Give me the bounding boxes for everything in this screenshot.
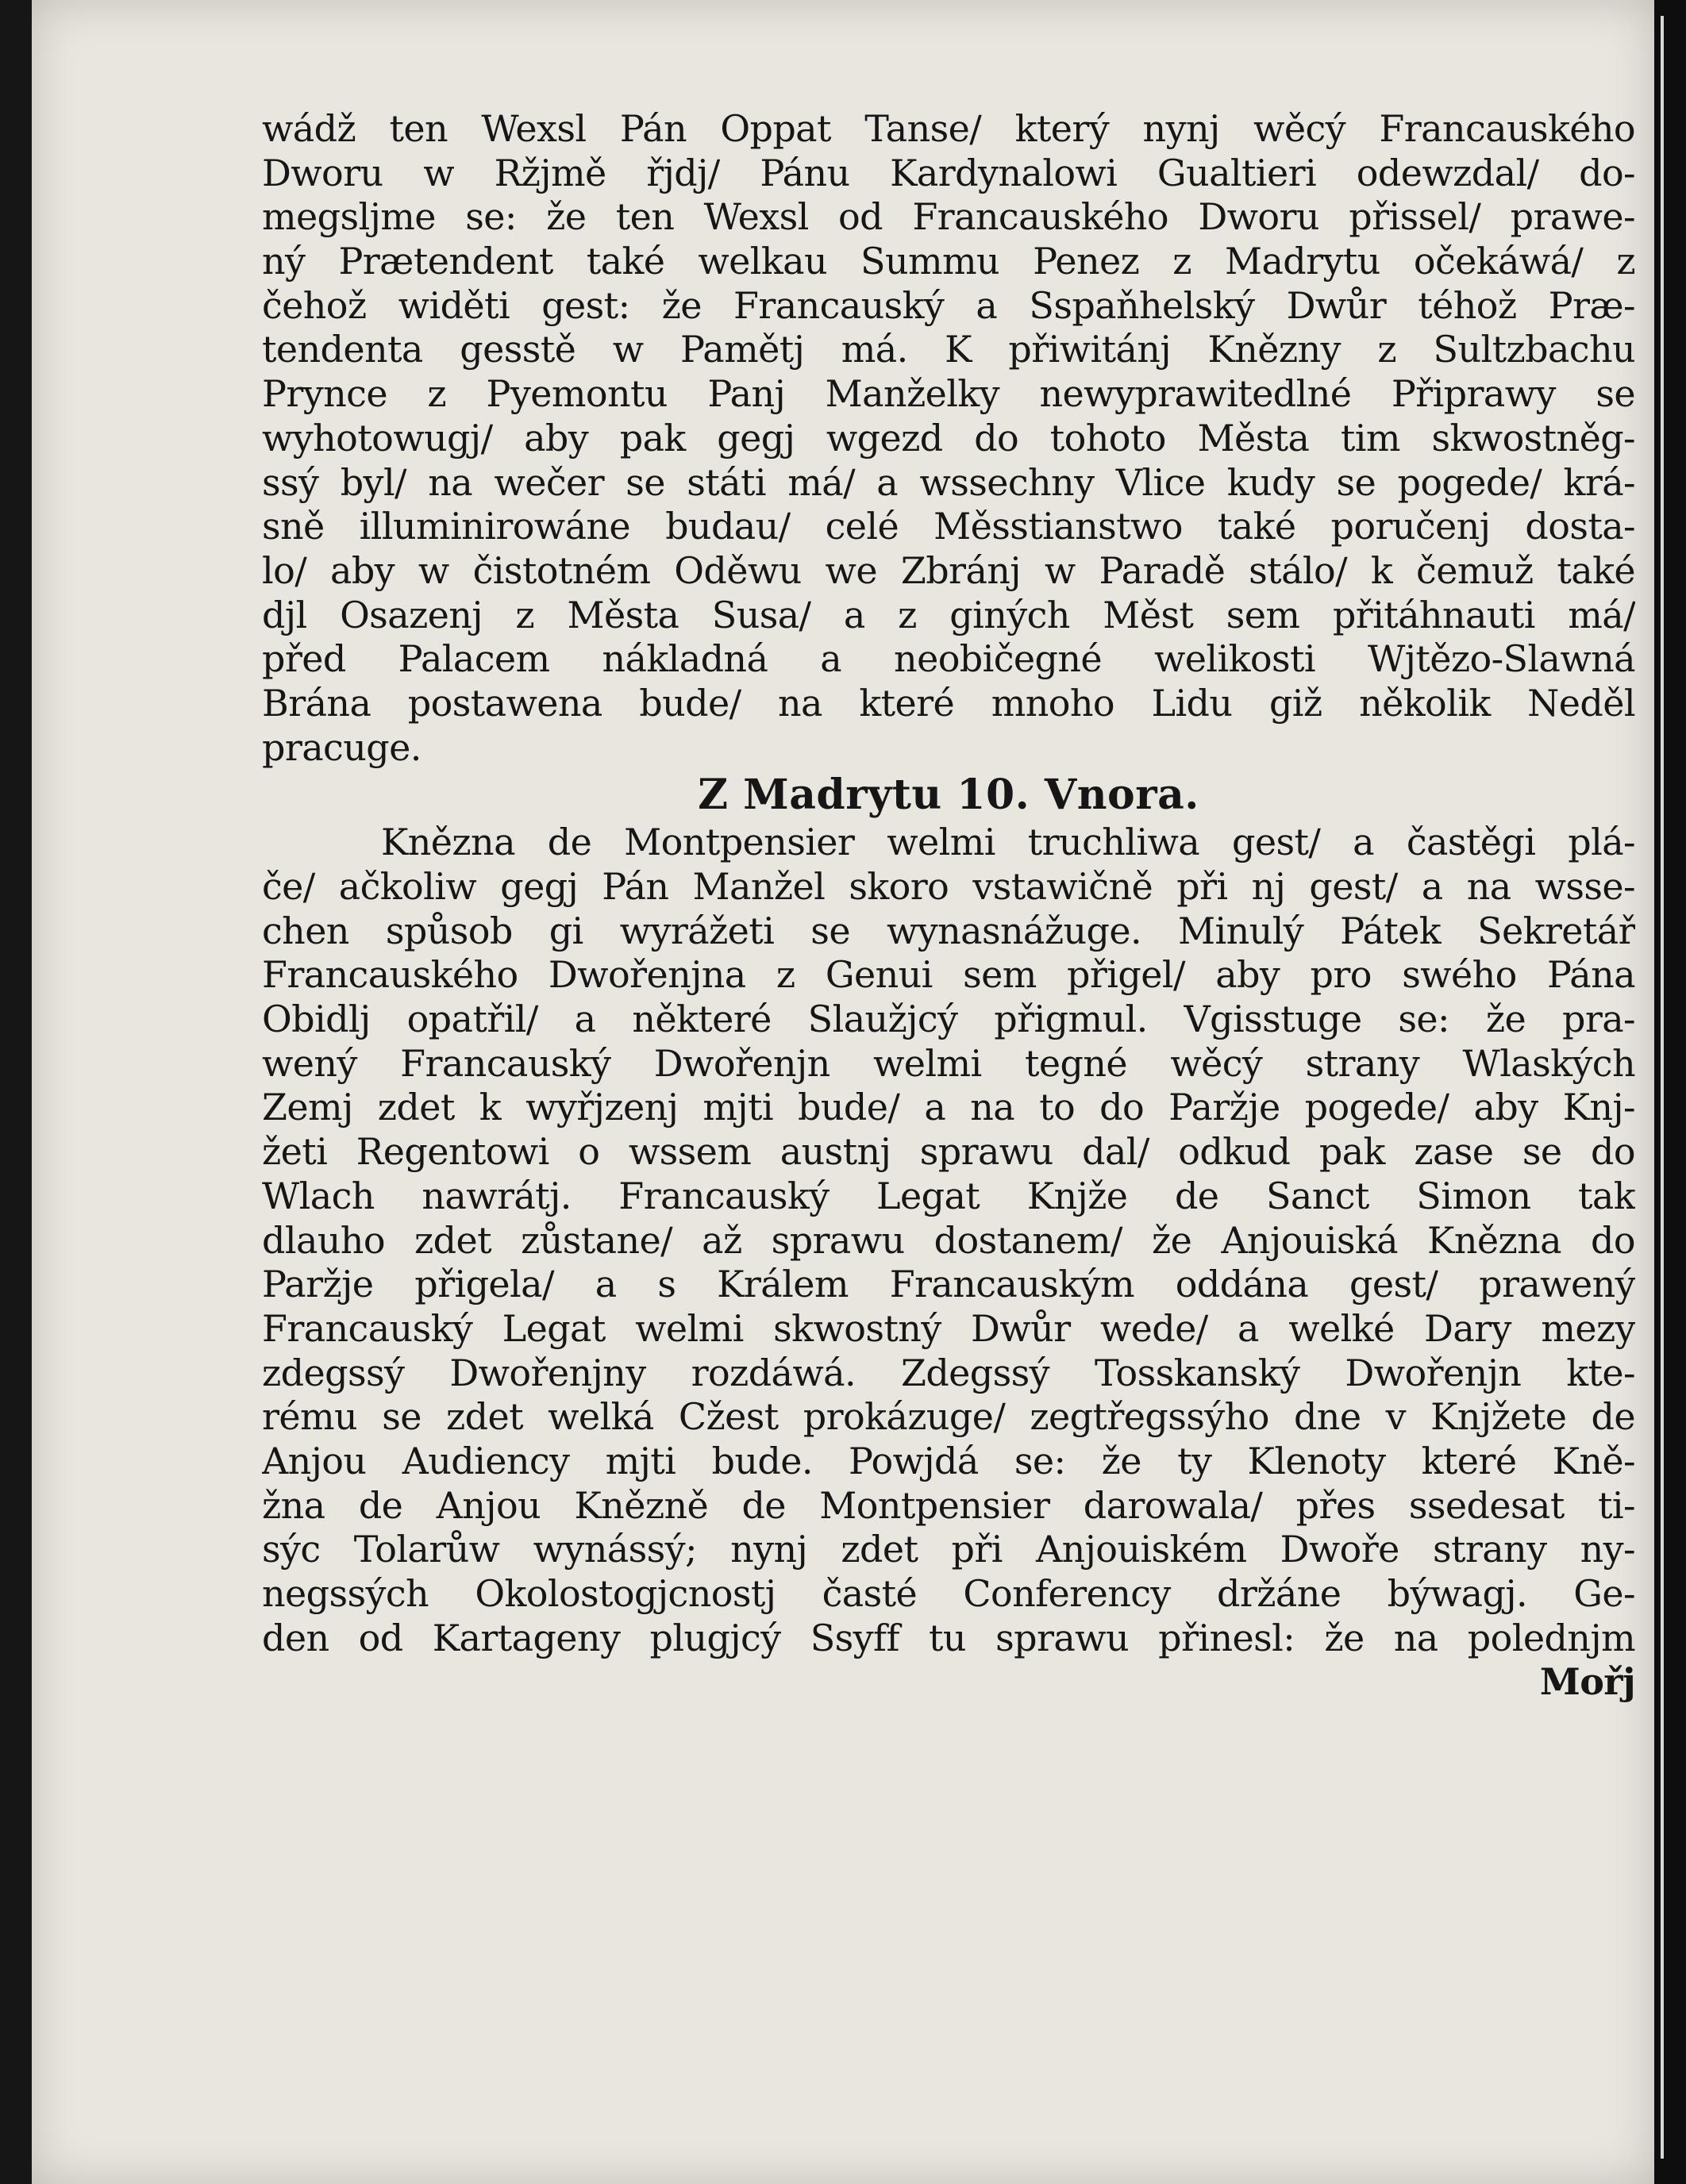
text-line: Francauský Legat welmi skwostný Dwůr wede/ a welké Dary mezy	[262, 1306, 1635, 1350]
text-line: wený Francauský Dwořenjn welmi tegné wěcý strany Wlaských	[262, 1041, 1635, 1085]
text-line: zdegssý Dwořenjny rozdáwá. Zdegssý Tosskanský Dwořenjn kte-	[262, 1351, 1635, 1394]
book-spine-edge	[1654, 0, 1686, 2184]
text-line: sně illuminirowáne budau/ celé Měsstianstwo také poručenj dosta-	[262, 505, 1635, 548]
text-line: ný Prætendent také welkau Summu Penez z Madrytu očekáwá/ z	[262, 240, 1635, 283]
text-line: tendenta gesstě w Pamětj má. K přiwitánj Knězny z Sultzbachu	[262, 328, 1635, 371]
catchword: Mořj	[1539, 1660, 1635, 1704]
text-line: čehož widěti gest: že Francauský a Sspaňhelský Dwůr téhož Præ-	[262, 283, 1635, 327]
text-line: wyhotowugj/ aby pak gegj wgezd do tohoto Města tim skwostněg-	[262, 416, 1635, 459]
text-line: žeti Regentowi o wssem austnj sprawu dal/ odkud pak zase se do	[262, 1130, 1635, 1174]
text-line: Paržje přigela/ a s Králem Francauským oddána gest/ prawený	[262, 1263, 1635, 1306]
text-line: megsljme se: že ten Wexsl od Francauského Dworu přissel/ prawe-	[262, 195, 1635, 239]
text-line: Knězna de Montpensier welmi truchliwa gest/ a častěgi plá-	[381, 821, 1635, 864]
text-line: Dworu w Ržjmě řjdj/ Pánu Kardynalowi Gualtieri odewzdal/ do-	[262, 151, 1635, 194]
page-sheet	[32, 0, 1654, 2184]
text-block	[262, 107, 1635, 1705]
text-line: negssých Okolostogjcnostj časté Conferency držáne býwagj. Ge-	[262, 1572, 1635, 1615]
text-line: Obidlj opatřil/ a některé Slaužjcý přigmul. Vgisstuge se: že pra-	[262, 998, 1635, 1041]
text-line: lo/ aby w čistotném Oděwu we Zbránj w Paradě stálo/ k čemuž také	[262, 548, 1635, 592]
text-line: Francauského Dwořenjna z Genui sem přigel/ aby pro swého Pána	[262, 953, 1635, 997]
text-line: pracuge.	[262, 725, 422, 769]
text-line: Zemj zdet k wyřjzenj mjti bude/ a na to do Paržje pogede/ aby Knj-	[262, 1086, 1635, 1129]
section-heading: Z Madrytu 10. Vnora.	[698, 771, 1199, 820]
text-line: Brána postawena bude/ na které mnoho Lidu giž několik Neděl	[262, 681, 1635, 725]
text-line: před Palacem nákladná a neobičegné welikosti Wjtězo-Slawná	[262, 637, 1635, 681]
text-line: če/ ačkoliw gegj Pán Manžel skoro vstawičně při nj gest/ a na wsse-	[262, 865, 1635, 908]
text-line: ssý byl/ na wečer se státi má/ a wssechny Vlice kudy se pogede/ krá-	[262, 460, 1635, 504]
text-line: Prynce z Pyemontu Panj Manželky newyprawitedlné Připrawy se	[262, 372, 1635, 416]
text-line: sýc Tolarůw wynássý; nynj zdet při Anjouiském Dwoře strany ny-	[262, 1528, 1635, 1571]
text-line: žna de Anjou Knězně de Montpensier darowala/ přes ssedesat ti-	[262, 1483, 1635, 1527]
text-line: chen spůsob gi wyrážeti se wynasnážuge. Minulý Pátek Sekretář	[262, 909, 1635, 952]
text-line: Wlach nawrátj. Francauský Legat Knjže de Sanct Simon tak	[262, 1174, 1635, 1217]
text-line: wádž ten Wexsl Pán Oppat Tanse/ který nynj wěcý Francauského	[262, 107, 1635, 150]
text-line: rému se zdet welká Cžest prokázuge/ zegtřegssýho dne v Knjžete de	[262, 1395, 1635, 1439]
text-line: Anjou Audiency mjti bude. Powjdá se: že ty Klenoty které Kně-	[262, 1439, 1635, 1482]
text-line: djl Osazenj z Města Susa/ a z giných Měst sem přitáhnauti má/	[262, 593, 1635, 636]
text-line: den od Kartageny plugjcý Ssyff tu sprawu přinesl: že na polednjm	[262, 1616, 1635, 1659]
text-line: dlauho zdet zůstane/ až sprawu dostanem/ že Anjouiská Knězna do	[262, 1218, 1635, 1262]
